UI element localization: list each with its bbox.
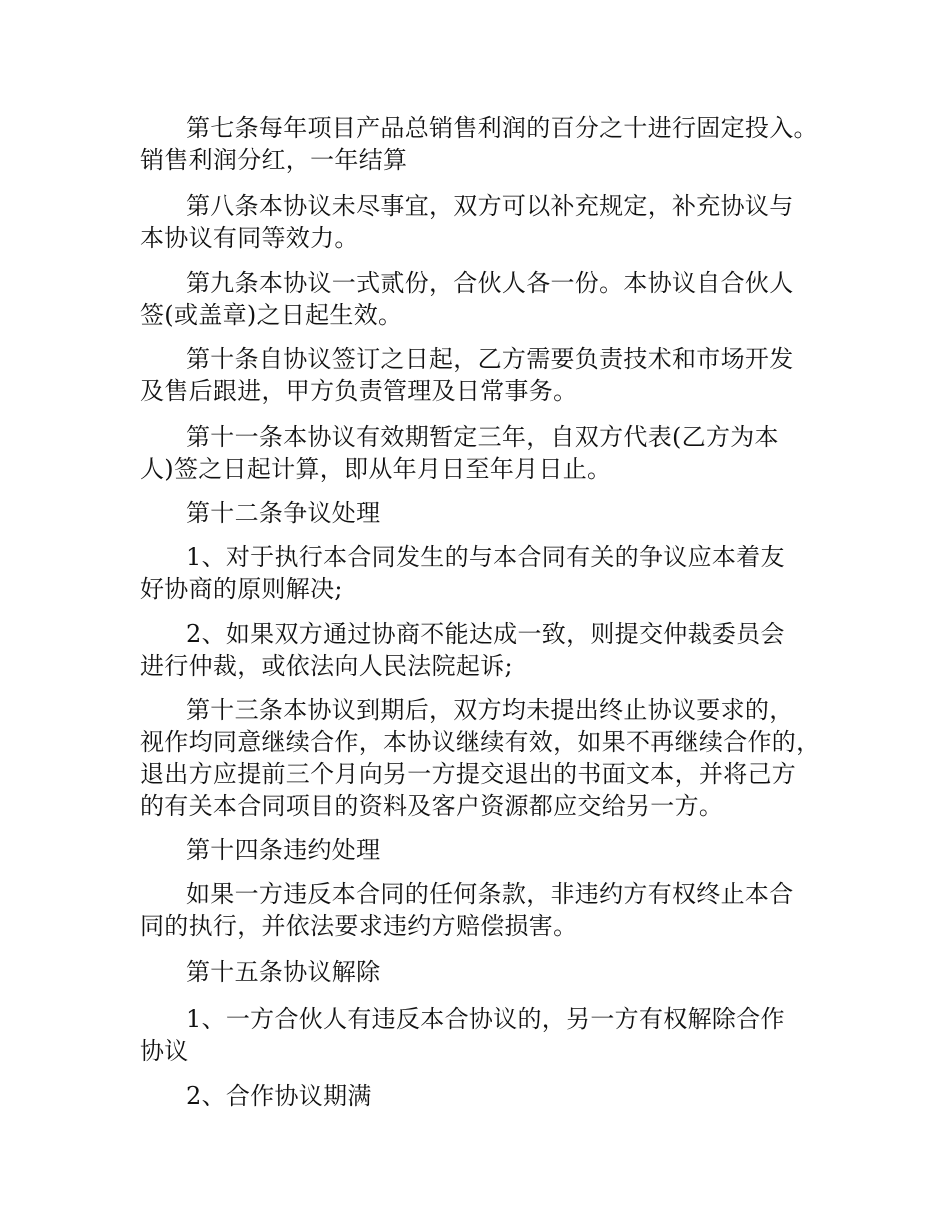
text-line: 第九条本协议一式贰份，合伙人各一份。本协议自合伙人 [186,269,794,297]
paragraph-article-7 [140,112,840,176]
text-line: 第十五条协议解除 [186,958,381,986]
text-line: 好协商的原则解决; [140,575,343,603]
text-line: 如果一方违反本合同的任何条款，非违约方有权终止本合 [186,880,794,908]
text-line: 2、如果双方通过协商不能达成一致，则提交仲裁委员会 [186,620,785,648]
text-line: 人)签之日起计算，即从年月日至年月日止。 [140,455,612,483]
text-line: 第十二条争议处理 [186,499,381,527]
paragraph-clause-15-2 [140,1080,840,1112]
text-line: 第十条自协议签订之日起，乙方需要负责技术和市场开发 [186,345,794,373]
text-line: 同的执行，并依法要求违约方赔偿损害。 [140,912,578,940]
text-line: 第十三条本协议到期后，双方均未提出终止协议要求的， [186,696,794,724]
text-line: 及售后跟进，甲方负责管理及日常事务。 [140,377,578,405]
paragraph-article-13 [140,694,840,822]
text-line: 第七条每年项目产品总销售利润的百分之十进行固定投入。 [186,114,818,142]
text-line: 1、对于执行本合同发生的与本合同有关的争议应本着友 [186,543,785,571]
paragraph-article-14-body [140,878,840,942]
text-line: 本协议有同等效力。 [140,224,359,252]
paragraph-article-10 [140,343,840,407]
paragraph-clause-12-2 [140,618,840,682]
text-line: 第八条本协议未尽事宜，双方可以补充规定，补充协议与 [186,192,794,220]
paragraph-clause-12-1 [140,541,840,605]
paragraph-article-9 [140,267,840,331]
text-line: 签(或盖章)之日起生效。 [140,301,403,329]
paragraph-article-8 [140,190,840,254]
paragraph-article-11 [140,421,840,485]
text-line: 协议 [140,1037,189,1065]
text-line: 视作均同意继续合作，本协议继续有效，如果不再继续合作的， [140,728,821,756]
paragraph-clause-15-1 [140,1003,840,1067]
text-line: 进行仲裁，或依法向人民法院起诉; [140,652,513,680]
text-line: 销售利润分红，一年结算 [140,146,408,174]
text-line: 第十四条违约处理 [186,836,381,864]
text-line: 2、合作协议期满 [186,1082,372,1110]
text-line: 退出方应提前三个月向另一方提交退出的书面文本，并将己方 [140,760,797,788]
heading-article-14 [140,834,840,866]
text-line: 第十一条本协议有效期暂定三年，自双方代表(乙方为本 [186,423,779,451]
text-line: 1、一方合伙人有违反本合协议的，另一方有权解除合作 [186,1005,785,1033]
text-line: 的有关本合同项目的资料及客户资源都应交给另一方。 [140,792,724,820]
heading-article-15 [140,956,840,988]
heading-article-12 [140,497,840,529]
